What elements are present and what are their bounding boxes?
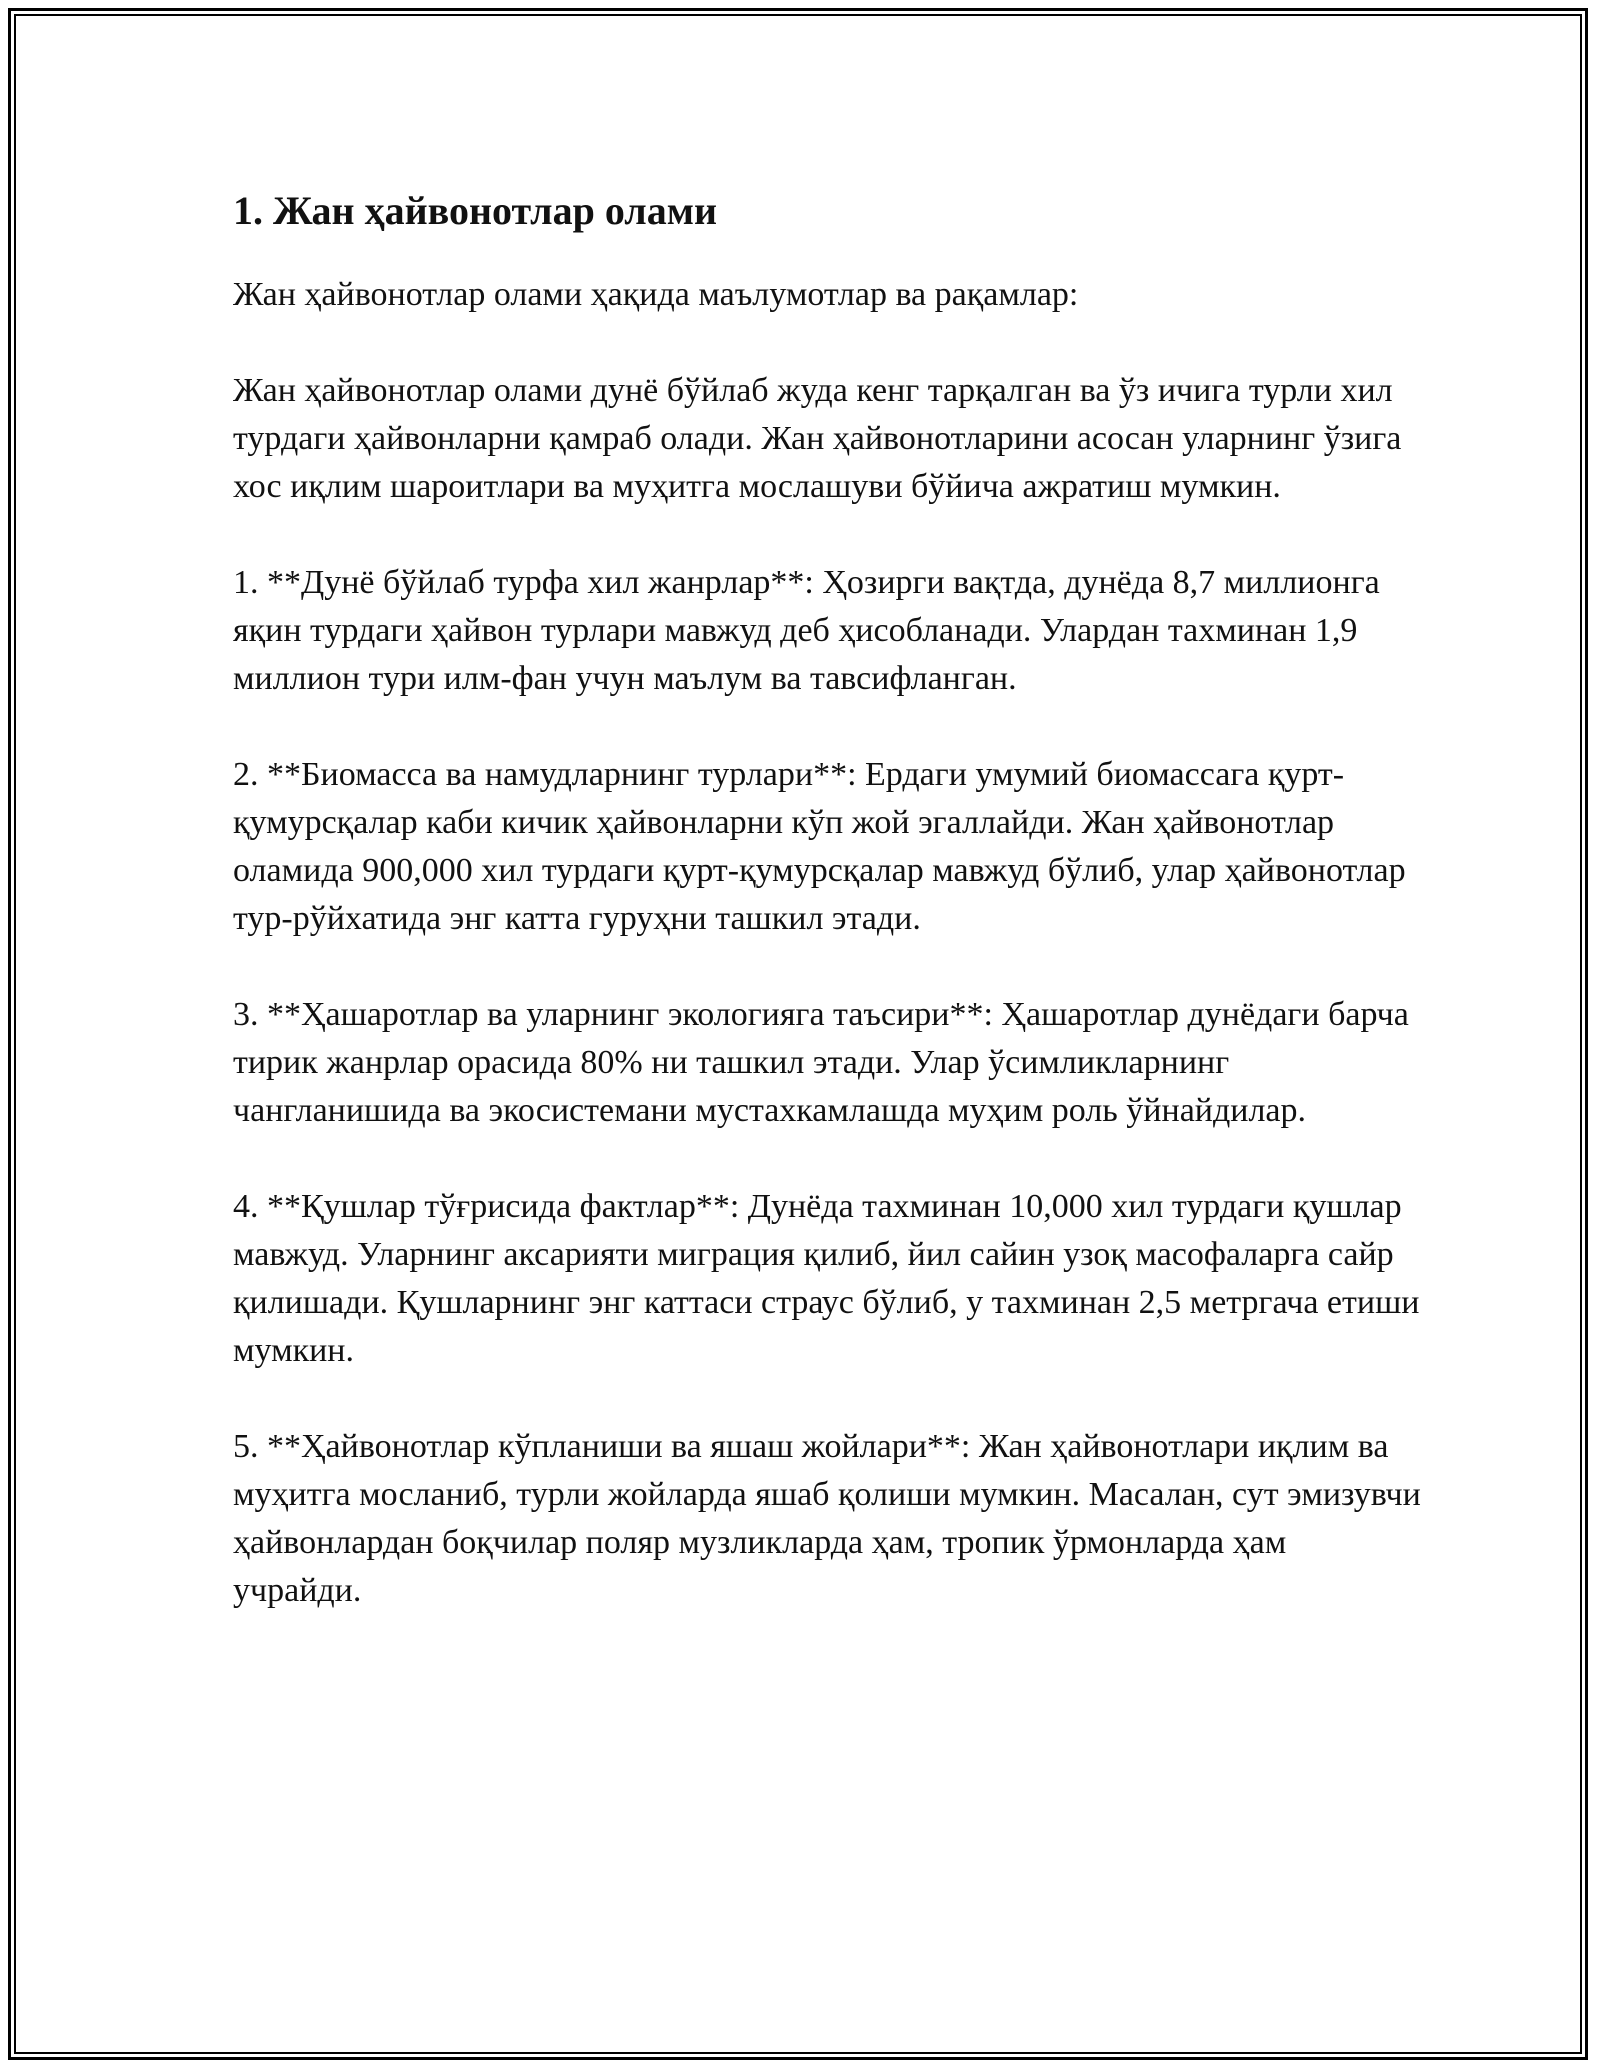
- list-item: 2. **Биомасса ва намудларнинг турлари**: Ердаги умумий биомассага қурт-қумурсқалар каби кичик ҳайвонларни кўп жой эгаллайди. Жан ҳайвонотлар оламида 900,000 хил турдаги қурт-қумурсқалар мавжуд бўлиб, улар ҳайвонотлар тур-рўйхатида энг катта гуруҳни ташкил этади.: [233, 756, 1406, 937]
- overview-paragraph: Жан ҳайвонотлар олами дунё бўйлаб жуда кенг тарқалган ва ўз ичига турли хил турдаги ҳайвонларни қамраб олади. Жан ҳайвонотларини асосан уларнинг ўзига хос иқлим шароитлари ва муҳитга мослашуви бўйича ажратиш мумкин.: [233, 372, 1402, 505]
- list-item: 4. **Қушлар тўғрисида фактлар**: Дунёда тахминан 10,000 хил турдаги қушлар мавжуд. Уларнинг аксарияти миграция қилиб, йил сайин узоқ масофаларга сайр қилишади. Қушларнинг энг каттаси страус бўлиб, у тахминан 2,5 метргача етиши мумкин.: [233, 1188, 1420, 1369]
- document-content: [233, 187, 1423, 1663]
- intro-paragraph: Жан ҳайвонотлар олами ҳақида маълумотлар ва рақамлар:: [233, 276, 1079, 313]
- list-item: 5. **Ҳайвонотлар кўпланиши ва яшаш жойлари**: Жан ҳайвонотлари иқлим ва муҳитга мосланиб, турли жойларда яшаб қолиши мумкин. Масалан, сут эмизувчи ҳайвонлардан боқчилар поляр музликларда ҳам, тропик ўрмонларда ҳам учрайди.: [233, 1428, 1421, 1609]
- document-title: 1. Жан ҳайвонотлар олами: [233, 188, 718, 233]
- document-page: [8, 8, 1588, 2060]
- list-item: 3. **Ҳашаротлар ва уларнинг экологияга таъсири**: Ҳашаротлар дунёдаги барча тирик жанрлар орасида 80% ни ташкил этади. Улар ўсимликларнинг чангланишида ва экосистемани мустахкамлашда муҳим роль ўйнайдилар.: [233, 996, 1409, 1129]
- list-item: 1. **Дунё бўйлаб турфа хил жанрлар**: Ҳозирги вақтда, дунёда 8,7 миллионга яқин турдаги ҳайвон турлари мавжуд деб ҳисобланади. Улардан тахминан 1,9 миллион тури илм-фан учун маълум ва тавсифланган.: [233, 564, 1380, 697]
